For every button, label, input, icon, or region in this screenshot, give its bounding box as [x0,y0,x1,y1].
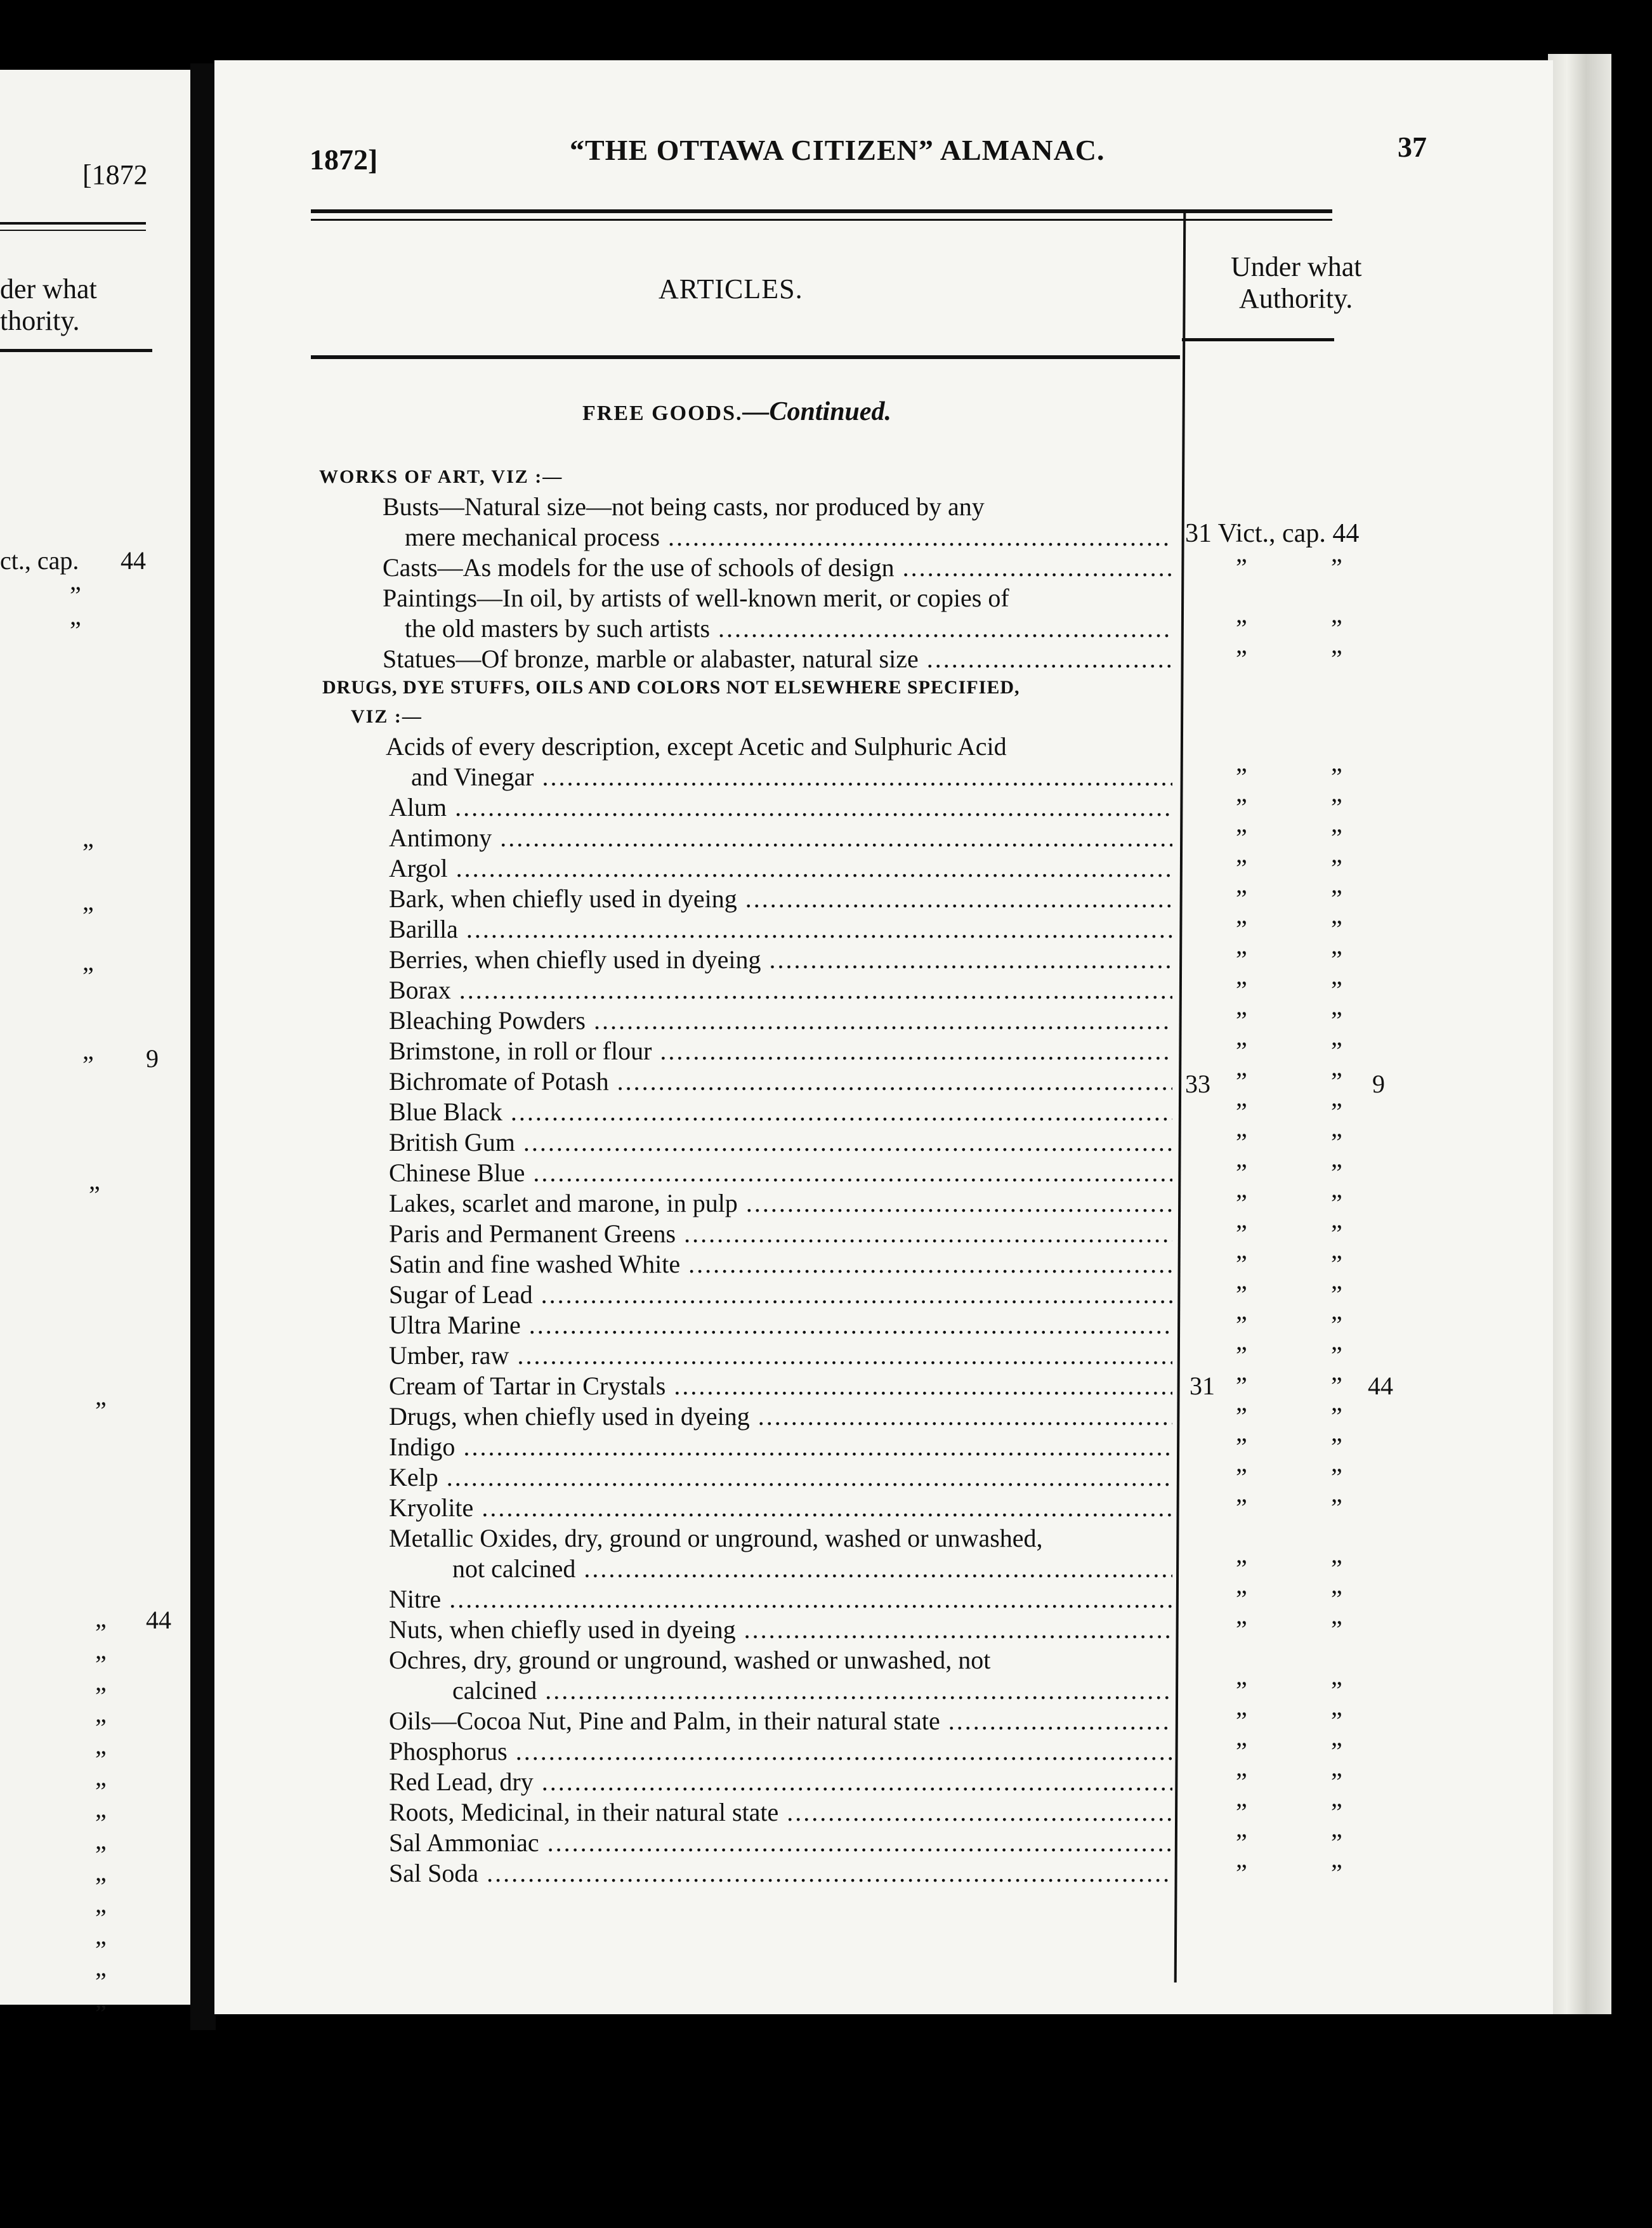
authority-ditto-mark: ” [1236,976,1247,1004]
authority-ditto-mark: ” [1331,1006,1342,1035]
authority-ditto-mark: ” [1236,1463,1247,1491]
authority-ditto-mark: ” [1331,1585,1342,1613]
article-item: Paris and Permanent Greens ..... [389,1219,1172,1248]
authority-ditto-mark: ” [1331,1341,1342,1370]
almanac-page [214,60,1553,2014]
authority-ditto-mark: ” [1236,1828,1247,1857]
authority-ditto-mark: ” [1236,1311,1247,1339]
article-item: Argol ..... [389,853,1172,883]
article-item: Kryolite ..... [389,1493,1172,1523]
authority-ditto-mark: ” [1331,884,1342,913]
previous-page-ditto: ” [95,1999,107,2028]
authority-ditto-mark: ” [1236,1372,1247,1400]
authority-ditto-mark: ” [1236,1341,1247,1370]
article-item: Red Lead, dry ..... [389,1767,1172,1797]
authority-ditto-mark: ” [1236,1158,1247,1187]
article-item: Roots, Medicinal, in their natural state ..... [389,1797,1172,1827]
authority-ditto-mark: ” [1331,915,1342,943]
authority-ditto-mark: ” [1236,1189,1247,1217]
authority-ditto-mark: ” [1236,1250,1247,1278]
article-item: Umber, raw ..... [389,1340,1172,1370]
authority-ditto-mark: ” [1331,1037,1342,1065]
authority-ditto-mark: ” [1331,1128,1342,1157]
authority-ditto-mark: ” [1236,645,1247,673]
article-item: Bleaching Powders ..... [389,1006,1172,1035]
authority-ditto-mark: ” [1236,553,1247,582]
previous-page-ditto: ” [95,1904,107,1932]
section-title-label: FREE GOODS. [582,402,743,425]
article-item: Statues—Of bronze, marble or alabaster, natural size ..... [383,644,1172,674]
articles-column-header: ARTICLES. [659,273,803,305]
article-item: Paintings—In oil, by artists of well-known merit, or copies of [383,584,1009,612]
authority-ditto-mark: ” [1331,1158,1342,1187]
article-item: mere mechanical process ..... [405,522,1172,552]
authority-ditto-mark: ” [1236,1280,1247,1309]
section-heading: WORKS OF ART, VIZ :— [319,466,563,487]
authority-ditto-mark: ” [1331,945,1342,974]
authority-ditto-mark: ” [1236,915,1247,943]
article-item: Busts—Natural size—not being casts, nor produced by any [383,492,985,521]
article-item: Phosphorus ..... [389,1736,1172,1766]
article-item: Borax ..... [389,975,1172,1005]
previous-page-fragment [0,70,190,2028]
authority-ditto-mark: ” [1331,1615,1342,1644]
article-item: and Vinegar ..... [411,762,1172,792]
authority-column-header: Under what [1231,251,1362,282]
authority-ditto-mark: ” [1331,1798,1342,1826]
previous-page-ditto: ” [82,901,94,930]
article-item: Casts—As models for the use of schools of design ..... [383,553,1172,582]
previous-page-column-header: thority. [0,305,80,336]
previous-page-rule [0,222,146,225]
previous-page-ditto: ” [95,1618,107,1647]
authority-ditto-mark: ” [1331,1463,1342,1491]
authority-ditto-mark: ” [1236,1554,1247,1583]
article-item: Drugs, when chiefly used in dyeing ..... [389,1401,1172,1431]
previous-page-ditto: ” [95,1936,107,1964]
section-heading: DRUGS, DYE STUFFS, OILS AND COLORS NOT ELSEWHERE SPECIFIED, [322,677,1020,698]
authority-ditto-mark: ” [1236,1037,1247,1065]
article-item: Alum ..... [389,792,1172,822]
authority-ditto-mark: ” [1331,976,1342,1004]
previous-page-ditto: ” [95,1682,107,1710]
authority-ditto-mark: ” [1331,793,1342,822]
article-item: Blue Black ..... [389,1097,1172,1127]
book-gutter [190,63,216,2030]
running-header-year: 1872] [310,143,378,176]
article-item: Brimstone, in roll or flour ..... [389,1036,1172,1066]
authority-ditto-mark: ” [1236,945,1247,974]
previous-page-ditto: ” [95,1777,107,1805]
authority-ditto-mark: ” [1236,823,1247,852]
authority-ditto-mark: ” [1331,1219,1342,1248]
previous-page-ditto: ” [95,1809,107,1837]
section-title-continued: —Continued. [742,397,892,426]
authority-ditto-mark: ” [1236,1737,1247,1766]
authority-ditto-mark: ” [1331,1767,1342,1796]
authority-ditto-mark: ” [1331,1189,1342,1217]
previous-page-ditto: ” [82,962,94,990]
authority-ditto-mark: ” [1236,1432,1247,1461]
previous-page-year: [1872 [82,159,148,190]
authority-ditto-mark: ” [1331,1067,1342,1096]
authority-ditto-mark: ” [1236,1615,1247,1644]
previous-page-ditto: ” [95,1745,107,1774]
authority-ditto-mark: ” [1331,1859,1342,1887]
article-item: Lakes, scarlet and marone, in pulp ..... [389,1188,1172,1218]
article-item: British Gum ..... [389,1127,1172,1157]
authority-ditto-mark: ” [1331,823,1342,852]
running-header-title: “THE OTTAWA CITIZEN” ALMANAC. [570,134,1105,166]
authority-ditto-mark: ” [1236,1676,1247,1705]
article-item: Sal Ammoniac ..... [389,1828,1172,1858]
article-item: Sal Soda ..... [389,1858,1172,1888]
authority-ditto-mark: ” [1236,1098,1247,1126]
article-item: Indigo ..... [389,1432,1172,1462]
authority-ditto-mark: ” [1331,1098,1342,1126]
authority-ditto-mark: ” [1236,1219,1247,1248]
authority-ditto-mark: ” [1331,614,1342,643]
previous-page-number: 44 [146,1606,171,1634]
previous-page-authority: 44 [121,546,146,575]
authority-chapter: 44 [1368,1372,1393,1400]
authority-ditto-mark: ” [1236,1798,1247,1826]
authority-ditto-mark: ” [1236,793,1247,822]
authority-ditto-mark: ” [1236,1585,1247,1613]
previous-page-column-header: der what [0,273,97,305]
authority-ditto-mark: ” [1331,1554,1342,1583]
article-item: not calcined ..... [452,1554,1172,1583]
previous-page-ditto: ” [70,616,81,645]
authority-entry: 31 Vict., cap. 44 [1185,519,1360,548]
authority-ditto-mark: ” [1331,553,1342,582]
authority-header-rule [1182,338,1334,341]
article-item: Nitre ..... [389,1584,1172,1614]
authority-ditto-mark: ” [1331,1311,1342,1339]
section-title [582,396,891,427]
authority-ditto-mark: ” [1236,1402,1247,1431]
previous-page-ditto: ” [89,1181,100,1209]
header-rule-thin [311,219,1332,221]
authority-ditto-mark: ” [1331,1737,1342,1766]
authority-ditto-mark: ” [1331,1707,1342,1735]
authority-ditto-mark: ” [1331,1402,1342,1431]
article-item: Barilla ..... [389,914,1172,944]
authority-ditto-mark: ” [1236,614,1247,643]
previous-page-ditto: ” [82,1051,94,1079]
previous-page-ditto: ” [95,1840,107,1869]
article-item: Satin and fine washed White ..... [389,1249,1172,1279]
article-item: Acids of every description, except Acetic and Sulphuric Acid [386,732,1007,761]
article-item: Cream of Tartar in Crystals ..... [389,1371,1172,1401]
article-item: Ochres, dry, ground or unground, washed or unwashed, not [389,1646,991,1674]
authority-ditto-mark: ” [1331,1828,1342,1857]
article-item: Sugar of Lead ..... [389,1280,1172,1309]
authority-ditto-mark: ” [1331,1250,1342,1278]
article-item: Kelp ..... [389,1462,1172,1492]
authority-ditto-mark: ” [1236,1493,1247,1522]
article-item: Antimony ..... [389,823,1172,853]
article-item: Ultra Marine ..... [389,1310,1172,1340]
authority-ditto-mark: ” [1331,1493,1342,1522]
page-edges [1548,54,1611,2014]
authority-ditto-mark: ” [1331,1372,1342,1400]
article-item: Oils—Cocoa Nut, Pine and Palm, in their natural state ..... [389,1706,1172,1736]
previous-page-authority: ct., cap. [0,546,79,575]
authority-ditto-mark: ” [1236,1067,1247,1096]
authority-ditto-mark: ” [1236,1128,1247,1157]
authority-ditto-mark: ” [1331,854,1342,882]
authority-ditto-mark: ” [1236,1767,1247,1796]
previous-page-number: 9 [146,1044,159,1073]
previous-page-ditto: ” [95,1967,107,1996]
authority-ditto-mark: ” [1236,763,1247,791]
table-header-rule [311,355,1180,359]
previous-page-rule [0,230,146,231]
authority-ditto-mark: ” [1331,1432,1342,1461]
previous-page-ditto: ” [95,1650,107,1679]
authority-column-header: Authority. [1239,283,1353,314]
previous-page-ditto: ” [95,1714,107,1742]
previous-page-ditto: ” [70,581,81,610]
article-item: Metallic Oxides, dry, ground or unground, washed or unwashed, [389,1524,1043,1552]
authority-ditto-mark: ” [1331,645,1342,673]
authority-ditto-mark: ” [1236,1707,1247,1735]
article-item: Bichromate of Potash ..... [389,1066,1172,1096]
page-number: 37 [1398,131,1427,163]
article-item: Bark, when chiefly used in dyeing ..... [389,884,1172,914]
previous-page-rule [0,349,152,352]
header-rule-thick [311,209,1332,213]
article-item: Chinese Blue ..... [389,1158,1172,1188]
previous-page-ditto: ” [82,838,94,867]
article-item: Berries, when chiefly used in dyeing ..... [389,945,1172,974]
article-item: Nuts, when chiefly used in dyeing ..... [389,1615,1172,1644]
previous-page-ditto: ” [95,1396,107,1425]
authority-ditto-mark: ” [1236,1006,1247,1035]
authority-ditto-mark: ” [1236,1859,1247,1887]
column-divider [1174,213,1186,1982]
authority-chapter: 9 [1372,1070,1385,1098]
article-item: the old masters by such artists ..... [405,613,1172,643]
previous-page-ditto: ” [95,1872,107,1901]
authority-ditto-mark: ” [1236,854,1247,882]
authority-ditto-mark: ” [1236,884,1247,913]
section-heading: VIZ :— [351,706,423,727]
authority-chapter: 31 [1190,1372,1215,1400]
authority-ditto-mark: ” [1331,1280,1342,1309]
authority-ditto-mark: ” [1331,763,1342,791]
authority-chapter: 33 [1185,1070,1210,1098]
authority-ditto-mark: ” [1331,1676,1342,1705]
article-item: calcined ..... [452,1675,1172,1705]
